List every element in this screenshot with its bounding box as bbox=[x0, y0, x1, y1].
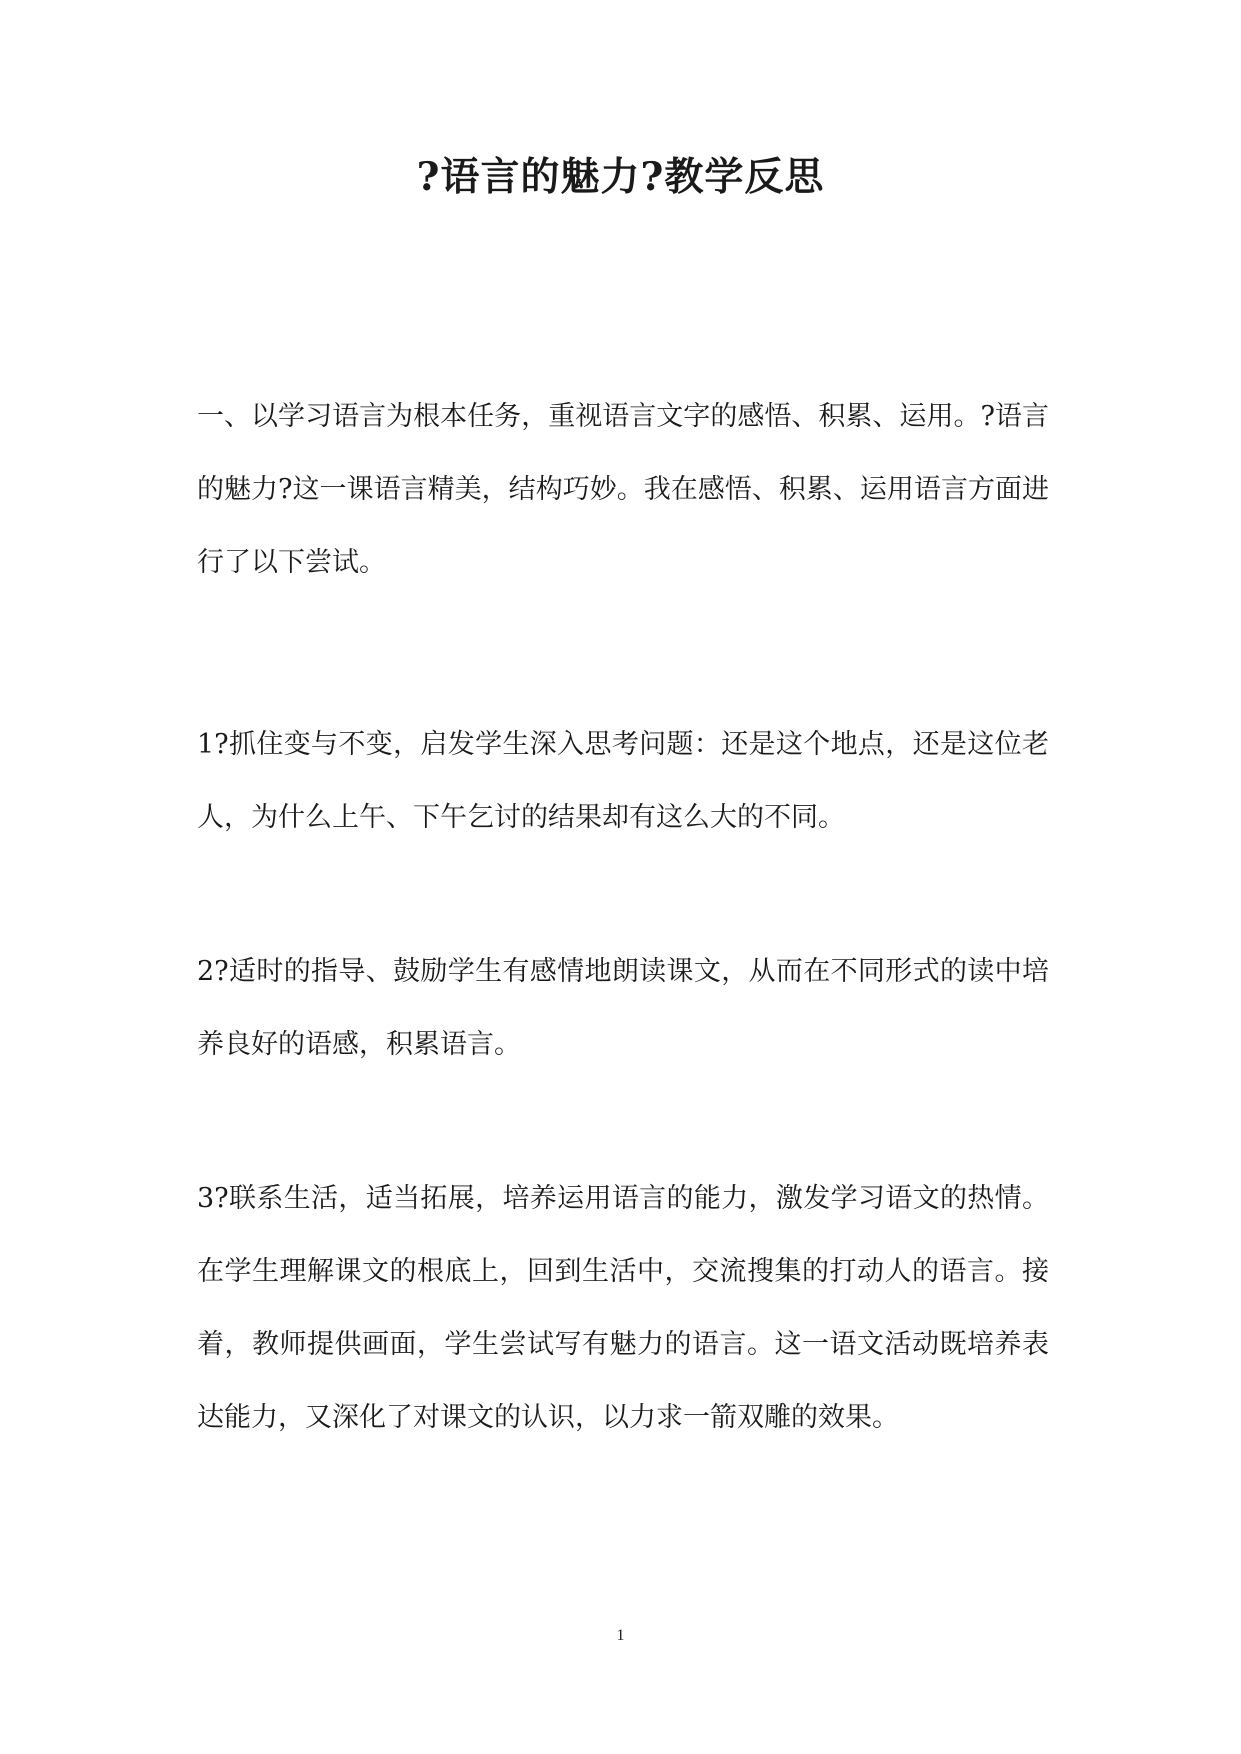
paragraph-intro: 一、以学习语言为根本任务，重视语言文字的感悟、积累、运用。?语言的魅力?这一课语言精美，结构巧妙。我在感悟、积累、运用语言方面进行了以下尝试。 bbox=[197, 401, 1049, 578]
paragraph-item-1: 1?抓住变与不变，启发学生深入思考问题：还是这个地点，还是这位老人，为什么上午、下午乞讨的结果却有这么大的不同。 bbox=[197, 729, 1049, 833]
document-title: ?语言的魅力?教学反思 bbox=[416, 154, 825, 200]
page-number: 1 bbox=[616, 1627, 625, 1644]
paragraph-item-3: 3?联系生活，适当拓展，培养运用语言的能力，激发学习语文的热情。在学生理解课文的根底上，回到生活中，交流搜集的打动人的语言。接着，教师提供画面，学生尝试写有魅力的语言。这一语文活动既培养表达能力，又深化了对课文的认识，以力求一箭双雕的效果。 bbox=[197, 1183, 1049, 1433]
paragraph-item-2: 2?适时的指导、鼓励学生有感情地朗读课文，从而在不同形式的读中培养良好的语感，积累语言。 bbox=[197, 956, 1049, 1060]
